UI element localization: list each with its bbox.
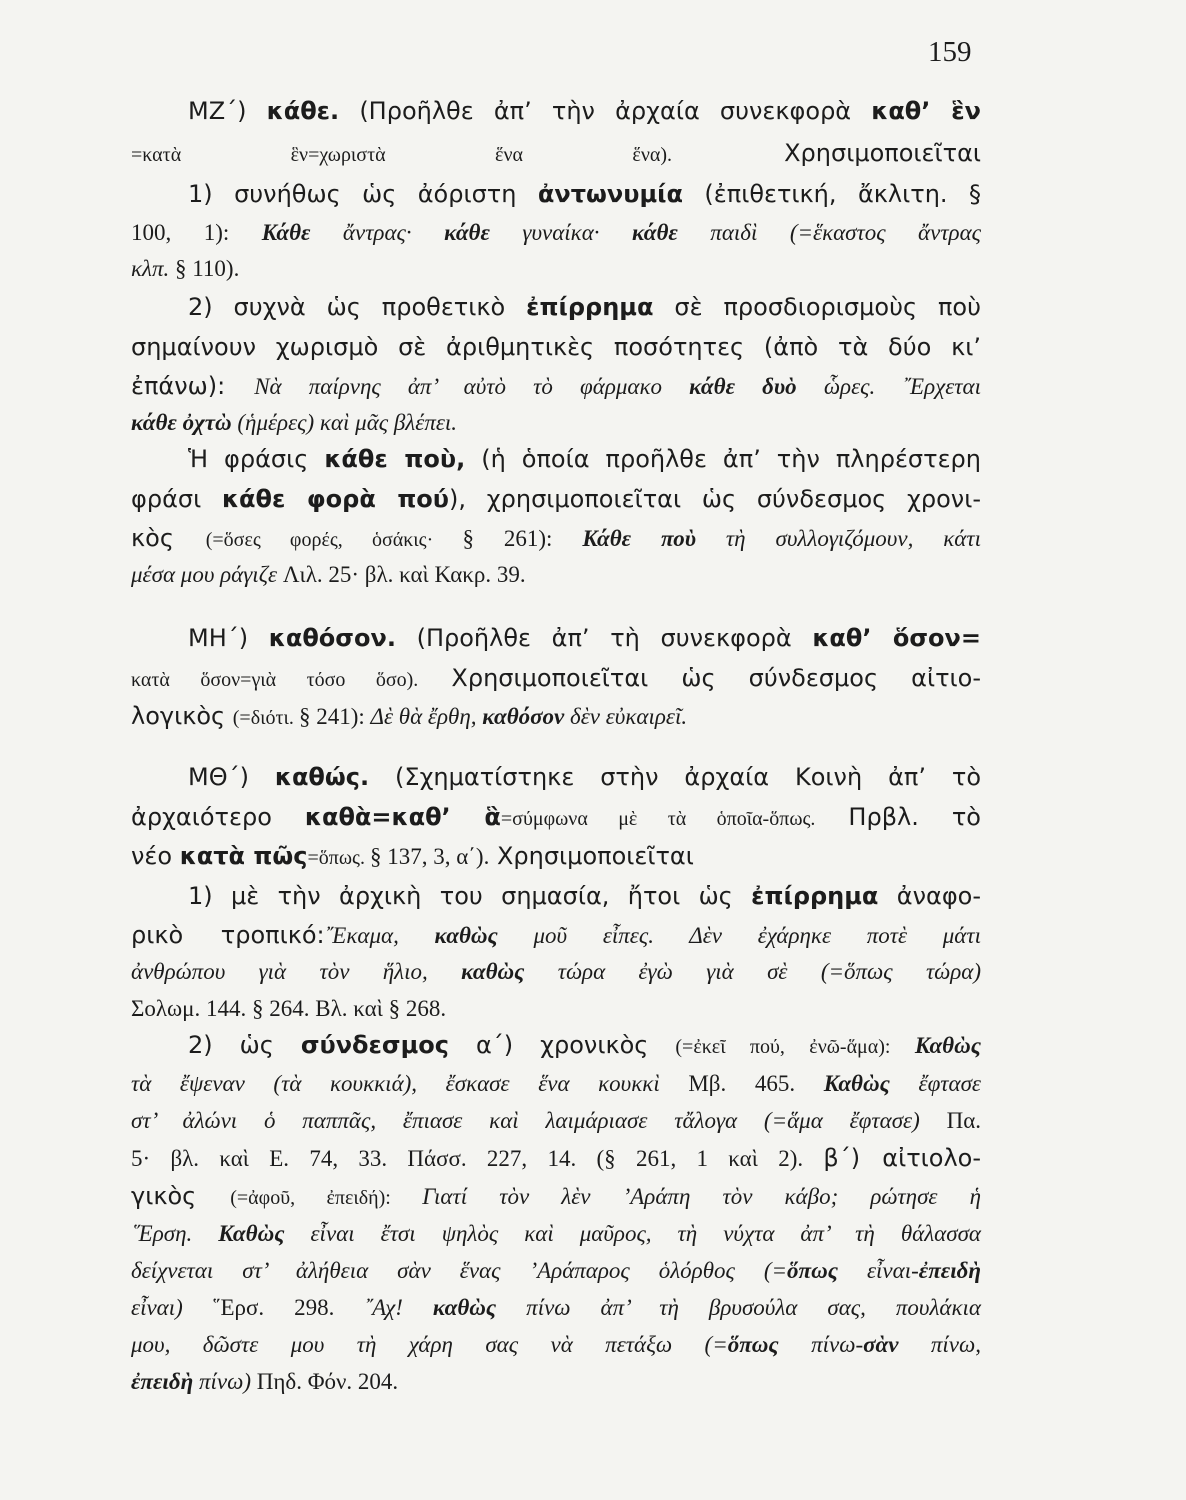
text-run: ΜΖ΄) xyxy=(188,97,267,125)
text-run: 2) συχνὰ ὡς προθετικὸ xyxy=(188,293,527,321)
text-run: (=ἐκεῖ πού, ἐνῶ-ἅμα): xyxy=(675,1036,915,1058)
text-run: τὴ συλλογιζόμουν, κάτι xyxy=(696,526,981,551)
text-run: (Προῆλθε ἀπ’ τὴ συνεκφορὰ xyxy=(395,624,813,652)
text-run: Γιατί τὸν λὲν ’Αράπη τὸν κάβο; ρώτησε ἡ xyxy=(422,1184,981,1209)
text-line xyxy=(131,294,981,320)
text-run: ), χρησιμοποιεῖται ὡς σύνδεσμος χρονι- xyxy=(449,485,981,513)
text-run: κατὰ πῶς xyxy=(179,842,308,870)
text-run: ἐπειδὴ xyxy=(131,1369,194,1394)
text-run: ρικὸ τροπικό: xyxy=(131,921,325,949)
text-run: πίνω ἀπ’ τὴ βρυσούλα σας, πουλάκια xyxy=(496,1295,982,1320)
text-run: (=διότι. xyxy=(232,707,299,729)
text-run: σημαίνουν χωρισμὸ σὲ ἀριθμητικὲς ποσότητες (ἀπὸ τὰ δύο κι’ xyxy=(131,333,981,361)
text-line xyxy=(131,98,981,124)
text-line xyxy=(131,410,981,435)
text-run: γυναίκα· xyxy=(489,220,632,245)
text-line xyxy=(131,843,981,869)
text-run: νέο xyxy=(131,842,180,870)
text-line xyxy=(131,140,981,166)
text-run: παιδὶ (=ἕκαστος ἄντρας xyxy=(677,220,981,245)
text-run: εἶναι- xyxy=(837,1258,919,1283)
text-run: Ἡ φράσις xyxy=(188,445,325,473)
text-run: σὲ προσδιορισμοὺς ποὺ xyxy=(653,293,981,321)
text-run: Χρησιμοποιεῖται xyxy=(489,842,694,870)
text-run: κάθε. xyxy=(266,97,340,125)
text-run: β΄) αἰτιολο- xyxy=(823,1144,981,1172)
text-line xyxy=(131,446,981,472)
text-line xyxy=(131,1108,981,1133)
text-run: καθὰ=καθ’ ἃ xyxy=(304,803,501,831)
text-run: Πηδ. Φόν. 204. xyxy=(256,1369,399,1394)
text-run: Καθὼς xyxy=(914,1033,982,1058)
text-run: κάθε ποὺ, xyxy=(324,445,466,473)
text-line xyxy=(131,804,981,830)
text-run: (ἡ ὁποία προῆλθε ἀπ’ τὴν πληρέστερη xyxy=(465,445,982,473)
text-line xyxy=(131,703,981,729)
text-run: λογικὸς xyxy=(131,702,233,730)
text-line xyxy=(131,883,981,909)
text-run: ἐπειδὴ xyxy=(918,1258,981,1283)
text-line xyxy=(131,373,981,399)
text-run: στ’ ἀλώνι ὁ παππᾶς, ἔπιασε καὶ λαιμάριασε τἄλογα (=ἅμα ἔφτασε) xyxy=(131,1108,947,1133)
text-line xyxy=(131,256,981,281)
text-run: 1) μὲ τὴν ἀρχικὴ του σημασία, ἤτοι ὡς xyxy=(188,882,752,910)
text-run: ὅπως xyxy=(727,1332,779,1357)
text-run: Χρησιμοποιεῖται ὡς σύνδεσμος αἰτιο- xyxy=(418,664,981,692)
text-line xyxy=(131,922,981,948)
text-line xyxy=(131,220,981,245)
text-run: § 241): xyxy=(298,704,371,729)
text-line xyxy=(131,764,981,790)
text-line xyxy=(131,1145,981,1171)
text-run: φράσι xyxy=(131,485,222,513)
text-run: ῞Ερση. xyxy=(131,1221,219,1246)
text-run: καθ’ ὅσον= xyxy=(812,624,982,652)
text-run: ἀρχαιότερο xyxy=(131,803,305,831)
text-run: 1) συνήθως ὡς ἀόριστη xyxy=(188,180,538,208)
text-run: δὲν εὐκαιρεῖ. xyxy=(564,704,688,729)
text-run: σύνδεσμος xyxy=(300,1031,449,1059)
text-line xyxy=(131,181,981,207)
text-run: Δὲ θὰ ἔρθη, xyxy=(370,704,483,729)
text-run: (=ἀφοῦ, ἐπειδή): xyxy=(230,1187,423,1209)
text-run: πίνω, xyxy=(898,1332,981,1357)
text-run: Πα. xyxy=(946,1108,981,1133)
text-run: ὅπως xyxy=(787,1258,838,1283)
text-run: (Προῆλθε ἀπ’ τὴν ἀρχαία συνεκφορὰ xyxy=(339,97,872,125)
text-run: κάθε φορὰ πού xyxy=(222,485,449,513)
text-run: κάθε xyxy=(632,220,678,245)
text-run: 2) ὡς xyxy=(188,1031,301,1059)
text-run: (ἡμέρες) καὶ μᾶς βλέπει. xyxy=(231,410,458,435)
text-run: δείχνεται στ’ ἀλήθεια σὰν ἕνας ’Αράπαρος ὁλόρθος (= xyxy=(131,1258,788,1283)
text-run: =σύμφωνα μὲ τὰ ὁποῖα-ὅπως. xyxy=(500,808,816,830)
text-run: ἀναφο- xyxy=(878,882,981,910)
text-run: καθ’ ἓν xyxy=(871,97,981,125)
text-run: ῎Εκαμα, xyxy=(324,923,435,948)
text-run: μέσα μου ράγιζε xyxy=(131,562,283,587)
text-run: ΜΘ΄) xyxy=(188,763,275,791)
text-run: σὰν xyxy=(863,1332,899,1357)
text-run: ἐπάνω): xyxy=(131,372,255,400)
text-run: Πρβλ. τὸ xyxy=(815,803,981,831)
text-run: ἐπίρρημα xyxy=(751,882,879,910)
text-run: =κατὰ ἓν=χωριστὰ ἕνα ἕνα). xyxy=(131,144,673,166)
text-run: ῎Αχ! xyxy=(364,1295,433,1320)
text-run: Μβ. 465. xyxy=(688,1071,824,1096)
text-run: Καθὼς xyxy=(823,1071,890,1096)
text-run: § 137, 3, α΄). xyxy=(369,844,490,869)
text-run: καθώς. xyxy=(274,763,370,791)
text-run: καθόσον xyxy=(482,704,565,729)
text-run: ὧρες. ῎Ερχεται xyxy=(796,374,981,399)
text-run: ἔφτασε xyxy=(889,1071,981,1096)
text-run: ῞Ερσ. 298. xyxy=(212,1295,365,1320)
text-run: 5· βλ. καὶ Ε. 74, 33. Πάσσ. 227, 14. (§ 261, 1 καὶ 2). xyxy=(131,1146,824,1171)
text-line xyxy=(131,334,981,360)
text-line xyxy=(131,1258,981,1283)
text-run: ἀνθρώπου γιὰ τὸν ἥλιο, xyxy=(131,959,462,984)
text-run: καθὼς xyxy=(432,1295,497,1320)
text-run: Καθὼς xyxy=(218,1221,285,1246)
text-run: καθόσον. xyxy=(268,624,396,652)
text-run: πίνω) xyxy=(193,1369,257,1394)
text-run: τὰ ἔψεναν (τὰ κουκκιά), ἔσκασε ἕνα κουκκὶ xyxy=(131,1071,689,1096)
text-run: κάθε xyxy=(444,220,490,245)
text-line xyxy=(131,525,981,551)
text-run: Σολωμ. 144. § 264. Βλ. καὶ § 268. xyxy=(131,996,447,1021)
text-run: § 261): xyxy=(462,526,583,551)
text-run: Χρησιμοποιεῖται xyxy=(672,139,982,167)
text-run: α΄) χρονικὸς xyxy=(448,1031,676,1059)
text-run: τώρα ἐγὼ γιὰ σὲ (=ὅπως τώρα) xyxy=(524,959,981,984)
text-run: γικὸς xyxy=(131,1182,231,1210)
page-number: 159 xyxy=(928,36,972,68)
text-line xyxy=(131,1295,981,1320)
text-run: ἄντρας· xyxy=(310,220,445,245)
text-line xyxy=(131,1369,981,1394)
text-line xyxy=(131,1032,981,1058)
text-run: πίνω- xyxy=(778,1332,864,1357)
text-run: μου, δῶστε μου τὴ χάρη σας νὰ πετάξω (= xyxy=(131,1332,728,1357)
text-run: ἀντωνυμία xyxy=(537,180,683,208)
text-line xyxy=(131,1071,981,1096)
text-run: Λιλ. 25· βλ. καὶ Κακρ. 39. xyxy=(282,562,526,587)
text-run: 100, 1): xyxy=(131,220,262,245)
text-run: Κάθε ποὺ xyxy=(582,526,696,551)
text-run: (=ὅσες φορές, ὁσάκις· xyxy=(205,529,463,551)
text-run: κατὰ ὅσον=γιὰ τόσο ὅσο). xyxy=(131,669,419,691)
text-line xyxy=(131,665,981,691)
text-run: μοῦ εἶπες. Δὲν ἐχάρηκε ποτὲ μάτι xyxy=(497,923,981,948)
text-run: (Σχηματίστηκε στὴν ἀρχαία Κοινὴ ἀπ’ τὸ xyxy=(369,763,982,791)
text-line xyxy=(131,486,981,512)
text-run: εἶναι ἔτσι ψηλὸς καὶ μαῦρος, τὴ νύχτα ἀπ’ τὴ θάλασσα xyxy=(284,1221,981,1246)
text-run: κάθε ὀχτὼ xyxy=(131,410,232,435)
text-run: ἐπίρρημα xyxy=(526,293,654,321)
text-run: εἶναι) xyxy=(131,1295,213,1320)
text-run: καθὼς xyxy=(461,959,525,984)
text-run: κάθε δυὸ xyxy=(689,374,797,399)
text-line xyxy=(131,1221,981,1246)
text-run: ΜΗ΄) xyxy=(188,624,269,652)
text-line xyxy=(131,1332,981,1357)
text-run: Κάθε xyxy=(261,220,311,245)
text-run: (ἐπιθετική, ἄκλιτη. § xyxy=(682,180,981,208)
text-line xyxy=(131,996,981,1021)
text-line xyxy=(131,562,981,587)
text-run: κλπ. xyxy=(131,256,176,281)
text-run: § 110). xyxy=(175,256,240,281)
text-run: κὸς xyxy=(131,524,206,552)
text-run: Νὰ παίρνης ἀπ’ αὐτὸ τὸ φάρμακο xyxy=(254,374,690,399)
text-line xyxy=(131,625,981,651)
text-run: καθὼς xyxy=(434,923,498,948)
text-run: =ὅπως. xyxy=(307,847,370,869)
text-line xyxy=(131,959,981,984)
text-line xyxy=(131,1183,981,1209)
